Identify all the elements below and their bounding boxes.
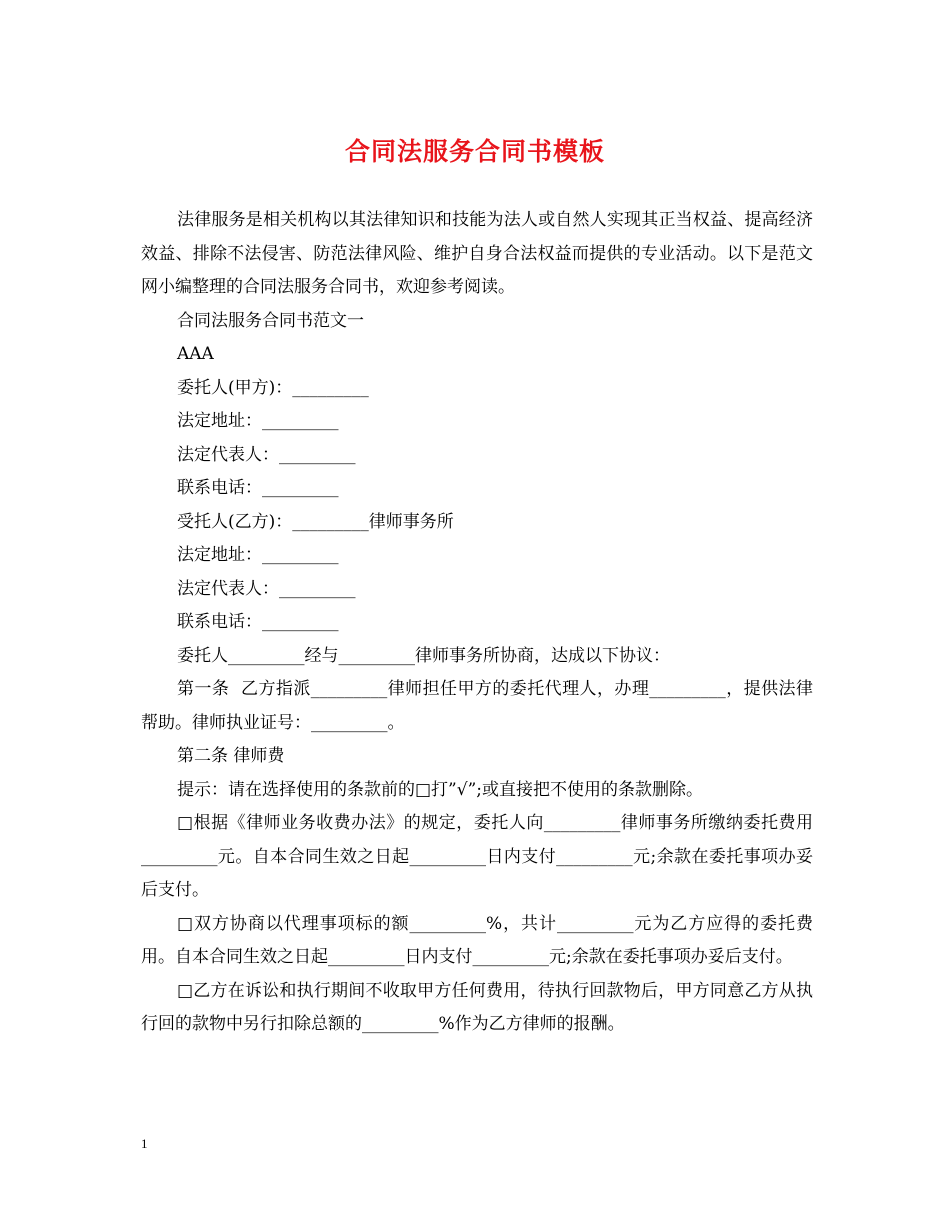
trustee-line: 受托人(乙方)：_________律师事务所 (177, 511, 454, 532)
intro-paragraph: 法律服务是相关机构以其法律知识和技能为法人或自然人实现其正当权益、提高经济效益、排除不法侵害、防范法律风险、维护自身合法权益而提供的专业活动。以下是范文网小编整理的合同法服务合同书，欢迎参考阅读。 (141, 210, 813, 297)
client-line: 委托人(甲方)：_________ (177, 377, 369, 398)
fee-option-one: □根据《律师业务收费办法》的规定，委托人向_________律师事务所缴纳委托费用_________元。自本合同生效之日起_________日内支付_________元;余款在委托事项办妥后支付。 (141, 813, 813, 900)
trustee-representative-line: 法定代表人：_________ (177, 578, 356, 599)
client-representative-line: 法定代表人：_________ (177, 444, 356, 465)
sample-heading: 合同法服务合同书范文一 (177, 310, 364, 331)
page-number: 1 (141, 1136, 148, 1151)
article-one: 第一条 乙方指派_________律师担任甲方的委托代理人，办理_________，提供法律帮助。律师执业证号：_________。 (141, 679, 813, 733)
document-title: 合同法服务合同书模板 (344, 137, 605, 166)
trustee-address-line: 法定地址：_________ (177, 545, 339, 565)
client-address-line: 法定地址：_________ (177, 411, 339, 431)
fee-option-three: □乙方在诉讼和执行期间不收取甲方任何费用，待执行回款物后，甲方同意乙方从执行回的款物中另行扣除总额的_________%作为乙方律师的报酬。 (141, 980, 813, 1034)
agreement-intro: 委托人_________经与_________律师事务所协商，达成以下协议： (177, 645, 670, 666)
article-two-heading: 第二条 律师费 (177, 746, 285, 766)
trustee-phone-line: 联系电话：_________ (177, 612, 339, 632)
placeholder-line: AAA (177, 344, 214, 364)
hint-line: 提示：请在选择使用的条款前的□打”√”;或直接把不使用的条款删除。 (177, 779, 704, 800)
document-body (141, 204, 813, 1042)
fee-option-two: □双方协商以代理事项标的额_________%，共计_________元为乙方应得的委托费用。自本合同生效之日起_________日内支付_________元;余款在委托事项办妥后支付。 (141, 913, 813, 967)
client-phone-line: 联系电话：_________ (177, 478, 339, 498)
